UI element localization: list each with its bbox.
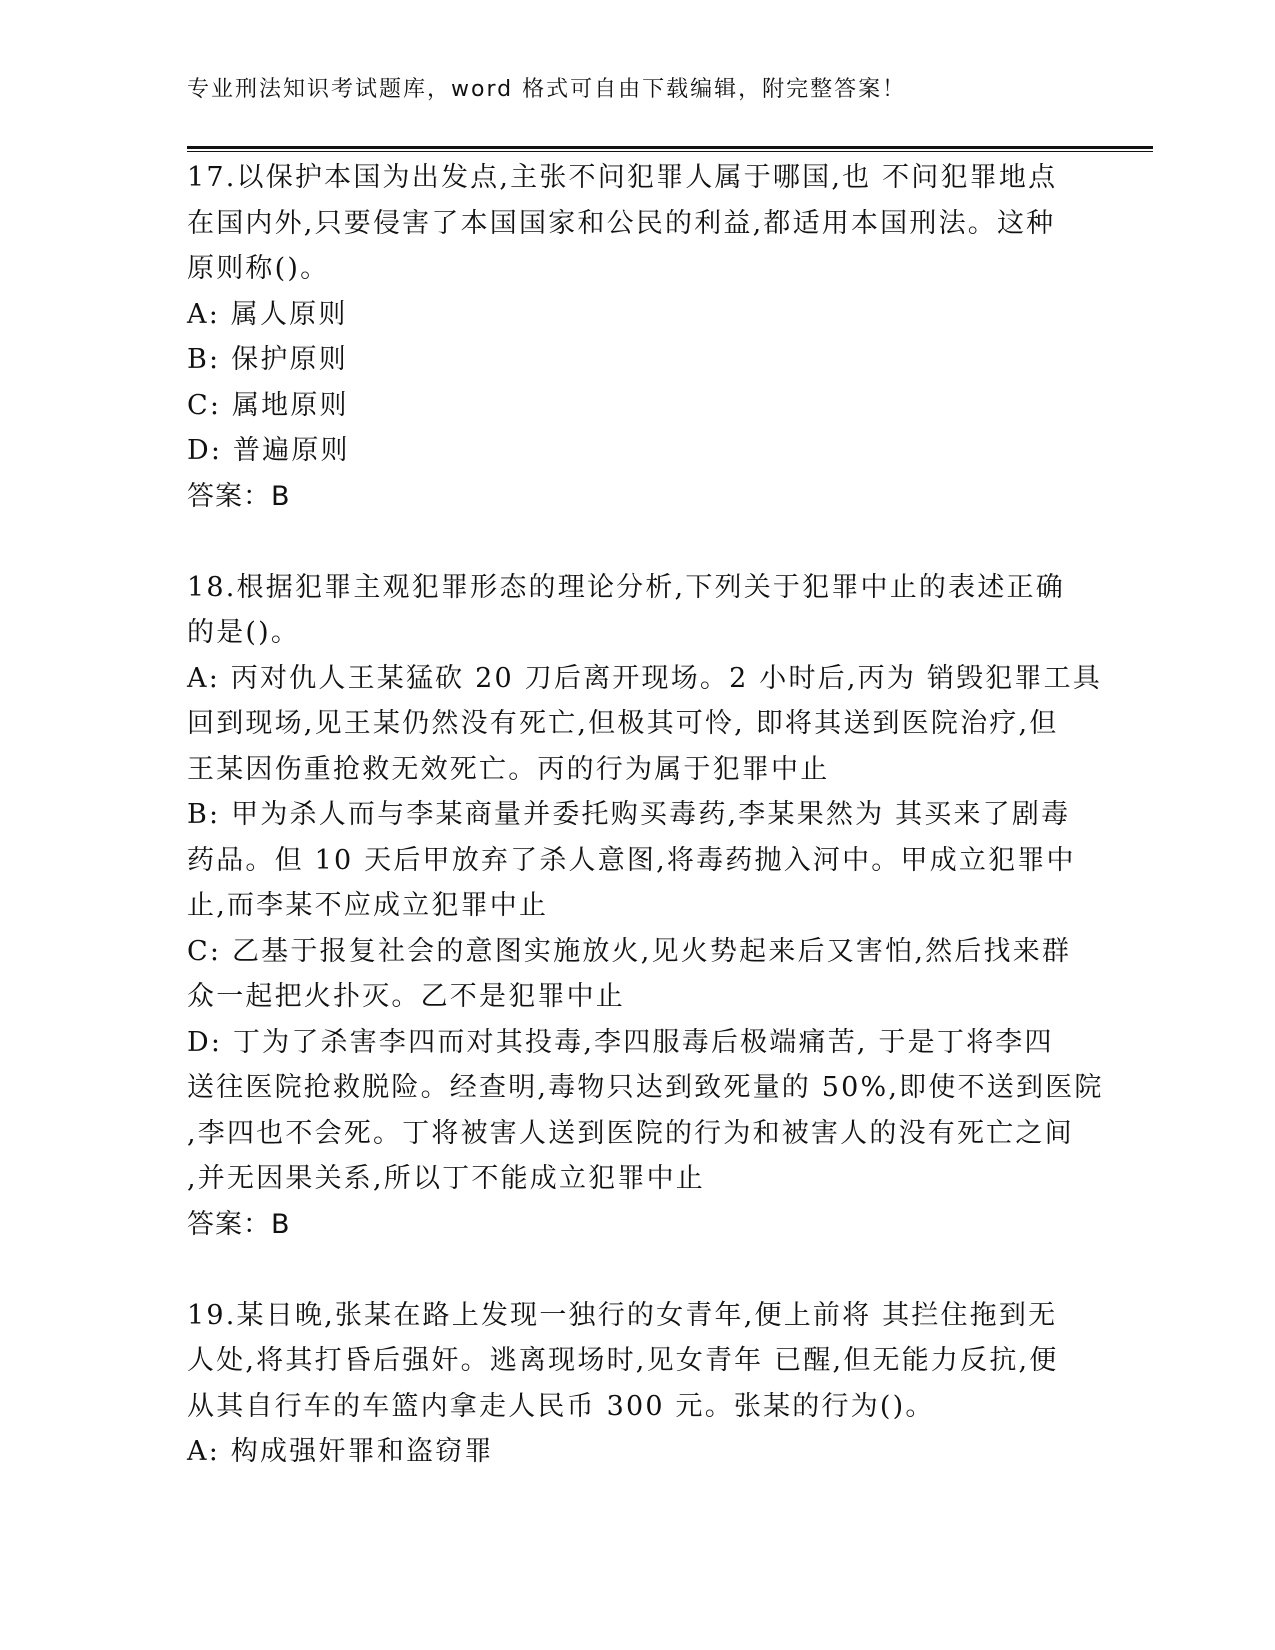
question-17 [187,155,1087,519]
question-18 [187,565,1104,1248]
question-stem-line: 17.以保护本国为出发点,主张不问犯罪人属于哪国,也 不问犯罪地点 [187,162,1058,193]
answer-label: 答案：B [187,1208,291,1240]
question-19 [187,1293,1087,1475]
option-a: A: 属人原则 [187,298,348,330]
option-a-continued: 王某因伤重抢救无效死亡。丙的行为属于犯罪中止 [187,753,830,785]
question-stem-line: 原则称()。 [187,253,330,284]
option-b: B: 保护原则 [187,344,348,375]
question-spacer [187,1247,1087,1293]
question-stem-line: 的是()。 [187,617,301,648]
question-stem-line: 从其自行车的车篮内拿走人民币 300 元。张某的行为()。 [187,1390,935,1422]
question-list [187,155,1104,1475]
question-stem-line: 人处,将其打昏后强奸。逃离现场时,见女青年 已醒,但无能力反抗,便 [187,1345,1059,1376]
option-d-continued: ,李四也不会死。丁将被害人送到医院的行为和被害人的没有死亡之间 [187,1117,1074,1149]
header-rule-thin [187,151,1153,152]
option-b-continued: 止,而李某不应成立犯罪中止 [187,890,549,921]
option-c-continued: 众一起把火扑灭。乙不是犯罪中止 [187,981,625,1012]
option-a: A: 构成强奸罪和盗窃罪 [187,1436,494,1467]
option-b-continued: 药品。但 10 天后甲放弃了杀人意图,将毒药抛入河中。甲成立犯罪中 [187,844,1076,876]
option-a: A: 丙对仇人王某猛砍 20 刀后离开现场。2 小时后,丙为 销毁犯罪工具 [187,662,1103,694]
question-spacer [187,519,1087,565]
option-c: C: 属地原则 [187,389,349,421]
option-d-continued: ,并无因果关系,所以丁不能成立犯罪中止 [187,1163,705,1194]
option-c: C: 乙基于报复社会的意图实施放火,见火势起来后又害怕,然后找来群 [187,935,1072,967]
option-d: D: 普遍原则 [187,435,350,466]
option-a-continued: 回到现场,见王某仍然没有死亡,但极其可怜, 即将其送到医院治疗,但 [187,708,1059,739]
option-d: D: 丁为了杀害李四而对其投毒,李四服毒后极端痛苦, 于是丁将李四 [187,1026,1054,1058]
question-stem-line: 在国内外,只要侵害了本国国家和公民的利益,都适用本国刑法。这种 [187,207,1056,239]
option-b: B: 甲为杀人而与李某商量并委托购买毒药,李某果然为 其买来了剧毒 [187,799,1071,830]
header-rule-thick [187,146,1153,149]
option-d-continued: 送往医院抢救脱险。经查明,毒物只达到致死量的 50%,即使不送到医院 [187,1072,1104,1103]
page-header: 专业刑法知识考试题库，word 格式可自由下载编辑，附完整答案！ [187,77,907,102]
question-stem-line: 18.根据犯罪主观犯罪形态的理论分析,下列关于犯罪中止的表述正确 [187,571,1065,603]
answer-label: 答案：B [187,480,291,512]
question-stem-line: 19.某日晚,张某在路上发现一独行的女青年,便上前将 其拦住拖到无 [187,1299,1058,1331]
